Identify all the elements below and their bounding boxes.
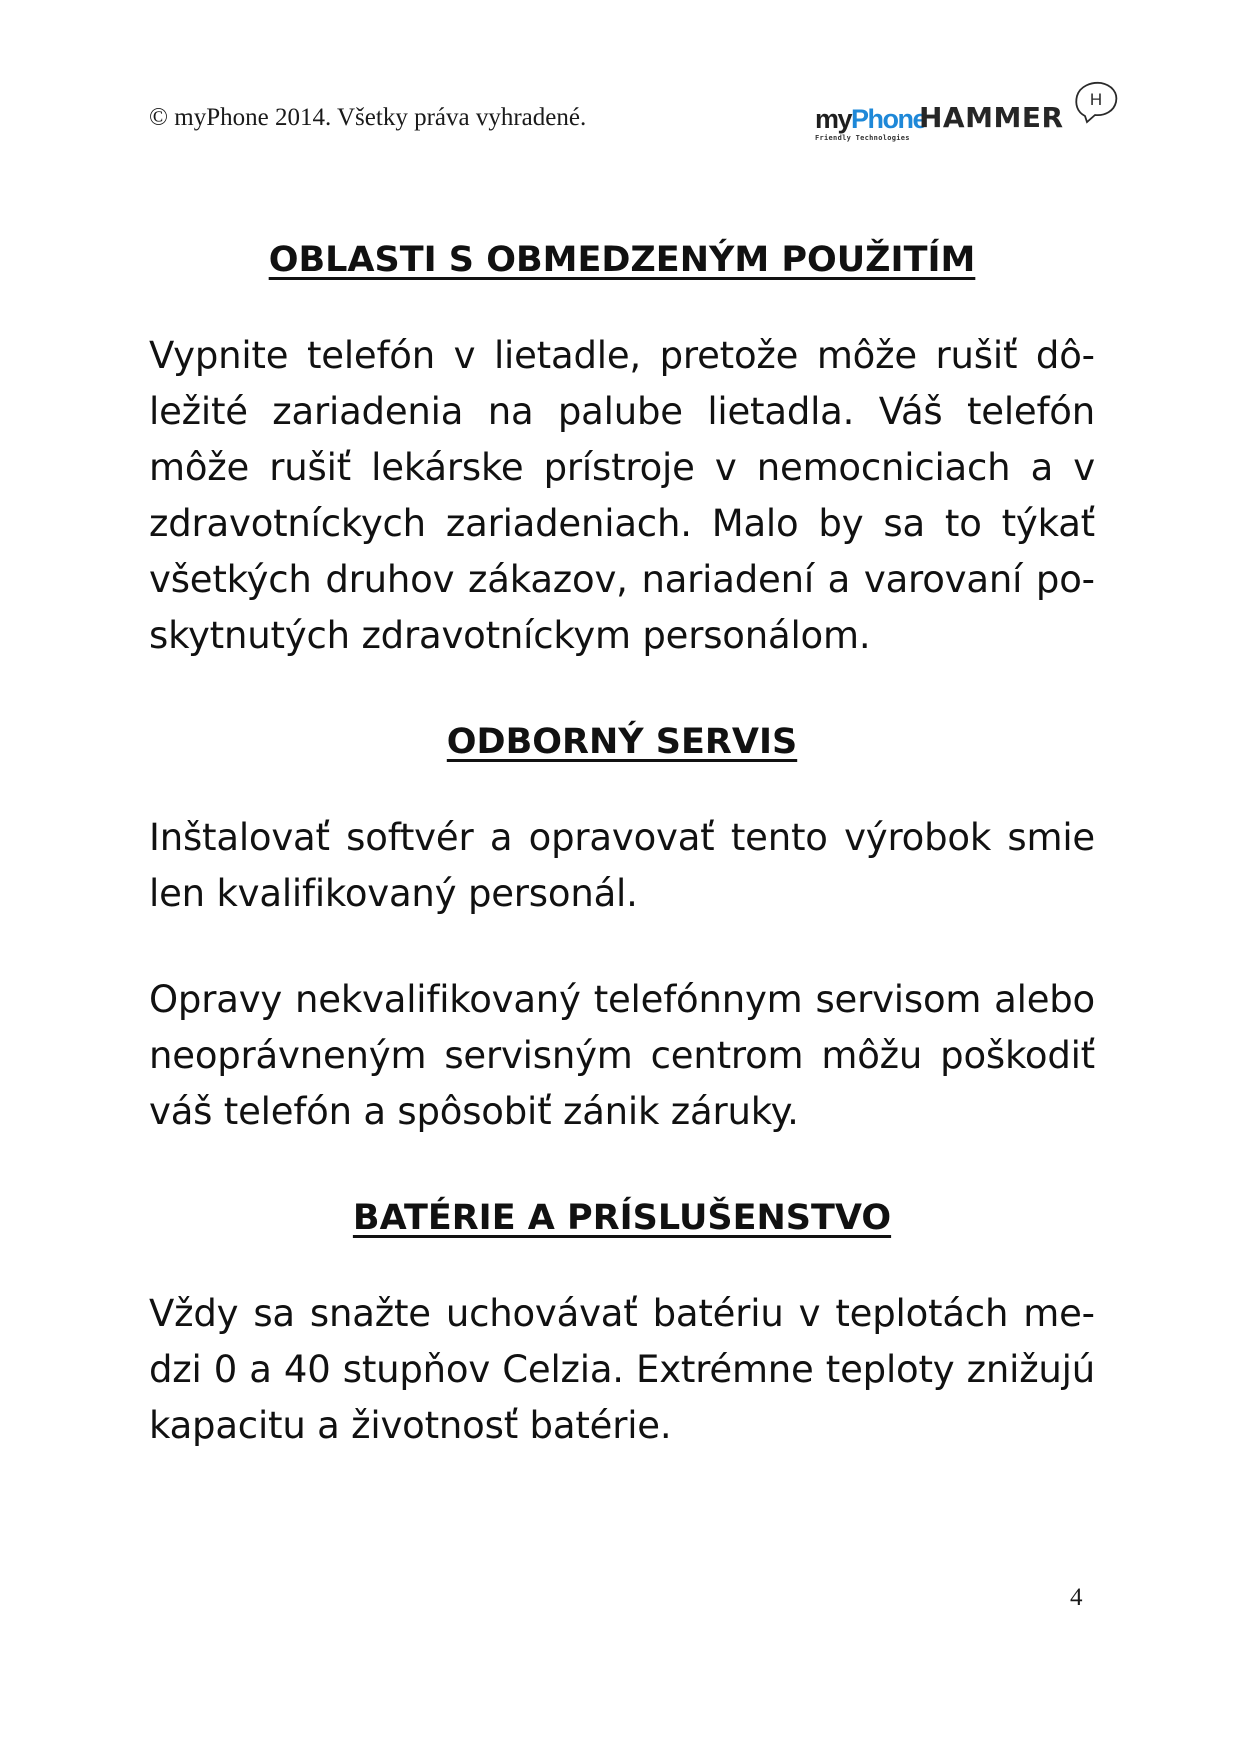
paragraph-service-install: Inštalovať softvér a opravovať tento výrobok smie len kvalifikovaný personál.: [149, 816, 1095, 915]
logo-phone-text: Phone: [851, 104, 927, 134]
section-title-restricted-areas: OBLASTI S OBMEDZENÝM POUŽITÍM: [268, 240, 976, 280]
paragraph-battery-temperature: Vždy sa snažte uchovávať batériu v teplotách medzi 0 a 40 stupňov Celzia. Extrémne teploty znižujú kapacitu a životnosť batérie.: [149, 1292, 1095, 1447]
logo-tagline: Friendly Technologies: [815, 134, 910, 142]
logo-h-letter: H: [1089, 90, 1103, 109]
logo-myphone-wordmark: [815, 106, 926, 133]
section-title-professional-service: ODBORNÝ SERVIS: [446, 722, 798, 762]
myphone-hammer-logo: [815, 80, 1120, 146]
page-number: 4: [1070, 1584, 1083, 1611]
page-content: [149, 232, 1095, 1454]
section-title-batteries-accessories: BATÉRIE A PRÍSLUŠENSTVO: [352, 1198, 892, 1238]
logo-my-text: my: [815, 104, 852, 134]
logo-hammer-text: HAMMER: [919, 101, 1064, 134]
paragraph-service-repairs: Opravy nekvalifikovaný telefónnym servisom alebo neoprávneným servisným centrom môžu poškodiť váš telefón a spôsobiť zánik záruky.: [149, 978, 1095, 1133]
header-copyright: © myPhone 2014. Všetky práva vyhradené.: [149, 104, 587, 131]
hammer-h-speech-bubble-icon: [1071, 80, 1121, 124]
paragraph-restricted-areas: Vypnite telefón v lietadle, pretože môže rušiť dôležité zariadenia na palube lietadla. Váš telefón môže rušiť lekárske prístroje v nemocniciach a v zdravotníckych zariadeniach. Malo by sa to týkať všetkých druhov zákazov, nariadení a varovaní poskytnutých zdravotníckym personálom.: [149, 334, 1095, 657]
